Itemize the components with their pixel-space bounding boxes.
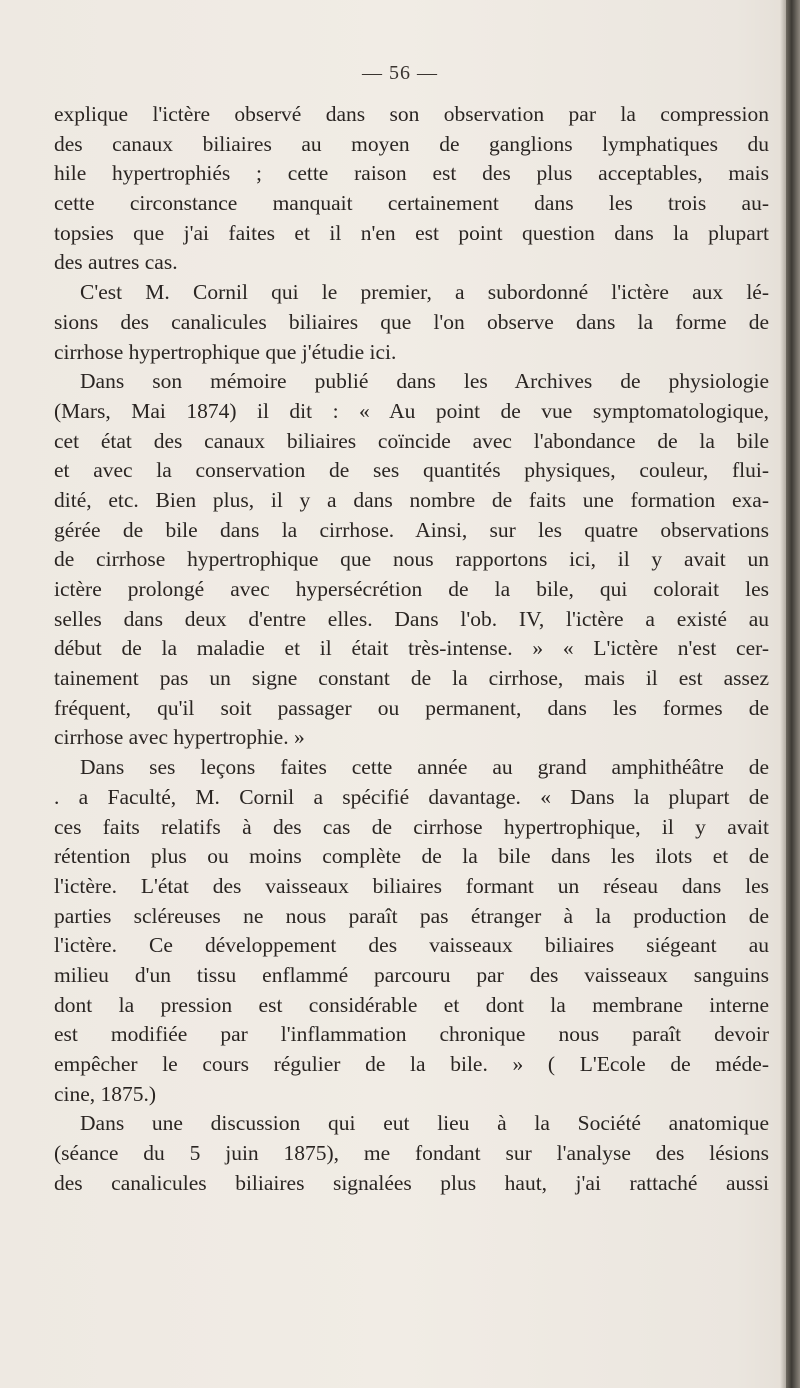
- text-line: explique l'ictère observé dans son observation par la compression: [54, 102, 769, 126]
- text-line: de cirrhose hypertrophique que nous rapportons ici, il y avait un: [54, 547, 769, 572]
- text-line: Dans ses leçons faites cette année au grand amphithéâtre de: [80, 755, 769, 780]
- text-line: cirrhose avec hypertrophie. »: [54, 725, 305, 750]
- text-line: . a Faculté, M. Cornil a spécifié davantage. « Dans la plupart de: [54, 784, 769, 809]
- text-line: tainement pas un signe constant de la cirrhose, mais il est assez: [54, 666, 769, 691]
- text-line: ces faits relatifs à des cas de cirrhose hypertrophique, il y avait: [54, 814, 769, 839]
- text-line: sions des canalicules biliaires que l'on observe dans la forme de: [54, 309, 769, 334]
- text-line: cirrhose hypertrophique que j'étudie ici.: [54, 339, 397, 364]
- text-line: est modifiée par l'inflammation chronique nous paraît devoir: [54, 1022, 769, 1047]
- text-line: l'ictère. Ce développement des vaisseaux biliaires siégeant au: [54, 933, 769, 958]
- page-number: — 56 —: [362, 62, 438, 84]
- text-line: gérée de bile dans la cirrhose. Ainsi, sur les quatre observations: [54, 517, 769, 542]
- text-line: Dans son mémoire publié dans les Archives de physiologie: [80, 369, 769, 394]
- text-line: milieu d'un tissu enflammé parcouru par des vaisseaux sanguins: [54, 962, 769, 987]
- text-line: et avec la conservation de ses quantités physiques, couleur, flui-: [54, 458, 769, 483]
- text-line: C'est M. Cornil qui le premier, a subordonné l'ictère aux lé-: [80, 280, 769, 305]
- text-line: (séance du 5 juin 1875), me fondant sur l'analyse des lésions: [54, 1141, 769, 1166]
- text-line: des canalicules biliaires signalées plus haut, j'ai rattaché aussi: [54, 1170, 769, 1195]
- text-line: rétention plus ou moins complète de la bile dans les ilots et de: [54, 844, 769, 869]
- body-text: [54, 100, 769, 1198]
- text-line: hile hypertrophiés ; cette raison est des plus acceptables, mais: [54, 161, 769, 186]
- text-line: parties scléreuses ne nous paraît pas étranger à la production de: [54, 903, 769, 928]
- text-line: des autres cas.: [54, 250, 178, 275]
- text-line: Dans une discussion qui eut lieu à la Société anatomique: [80, 1111, 769, 1136]
- text-line: l'ictère. L'état des vaisseaux biliaires formant un réseau dans les: [54, 873, 769, 898]
- text-line: dont la pression est considérable et dont la membrane interne: [54, 992, 769, 1017]
- text-line: des canaux biliaires au moyen de ganglions lymphatiques du: [54, 131, 769, 156]
- text-line: dité, etc. Bien plus, il y a dans nombre de faits une formation exa-: [54, 487, 769, 512]
- text-line: début de la maladie et il était très-intense. » « L'ictère n'est cer-: [54, 636, 769, 661]
- text-line: cette circonstance manquait certainement dans les trois au-: [54, 191, 769, 216]
- text-line: fréquent, qu'il soit passager ou permanent, dans les formes de: [54, 695, 769, 720]
- text-line: cine, 1875.): [54, 1081, 157, 1106]
- text-line: (Mars, Mai 1874) il dit : « Au point de vue symptomatologique,: [54, 398, 769, 423]
- book-binding-edge: [786, 0, 800, 1388]
- text-line: ictère prolongé avec hypersécrétion de la bile, qui colorait les: [54, 577, 769, 601]
- text-line: selles dans deux d'entre elles. Dans l'ob. IV, l'ictère a existé au: [54, 606, 769, 631]
- text-line: topsies que j'ai faites et il n'en est point question dans la plupart: [54, 220, 769, 245]
- text-line: cet état des canaux biliaires coïncide avec l'abondance de la bile: [54, 428, 769, 453]
- text-line: empêcher le cours régulier de la bile. » ( L'Ecole de méde-: [54, 1052, 769, 1076]
